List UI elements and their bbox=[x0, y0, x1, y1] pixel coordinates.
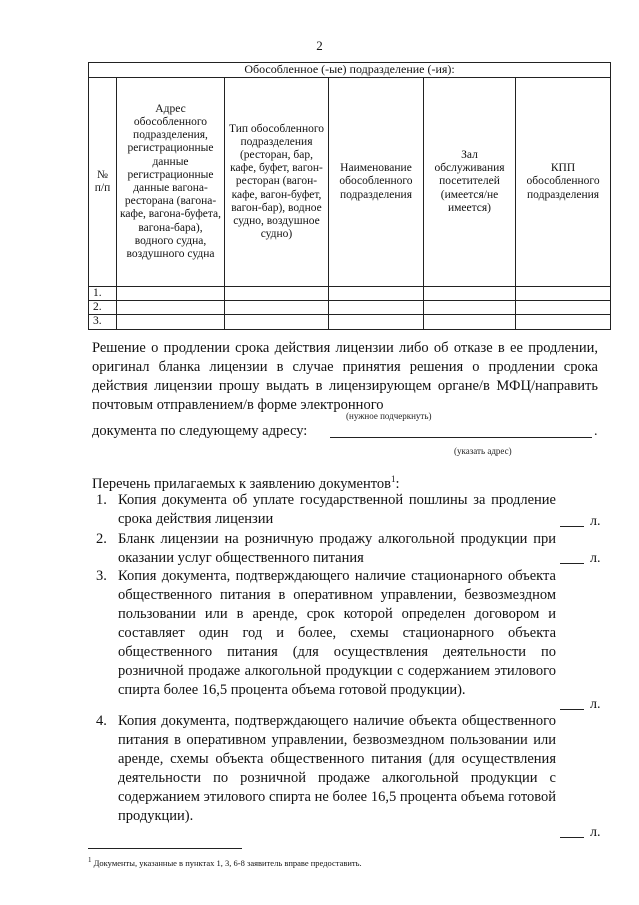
document-item: 2. Бланк лицензии на розничную продажу алкогольной продукции при оказании услуг общественного питания bbox=[96, 531, 556, 566]
row-number: 2. bbox=[89, 301, 117, 315]
page-number: 2 bbox=[316, 38, 323, 53]
table-row bbox=[89, 301, 611, 315]
document-item: 4. Копия документа, подтверждающего наличие объекта общественного питания в оперативном управлении, безвозмездном пользовании или аренде, схемы объекта общественного питания (для осуществления деятельности по розничной продаже алкогольной продукции с содержанием этилового спирта не более 16,5 процента объема готовой продукции). bbox=[96, 713, 556, 824]
column-header-hall: Зал обслуживания посетителей (имеется/не имеется) bbox=[424, 78, 516, 287]
column-header-name: Наименование обособленного подразделения bbox=[329, 78, 424, 287]
table-row bbox=[89, 287, 611, 301]
table-cell[interactable] bbox=[424, 315, 516, 329]
row-number: 1. bbox=[89, 287, 117, 301]
table-cell[interactable] bbox=[225, 301, 329, 315]
column-header-kpp: КПП обособленного подразделения bbox=[516, 78, 611, 287]
table-cell[interactable] bbox=[329, 301, 424, 315]
table-cell[interactable] bbox=[329, 287, 424, 301]
table-cell[interactable] bbox=[117, 315, 225, 329]
document-item: 1. Копия документа об уплате государственной пошлины за продление срока действия лицензии bbox=[96, 492, 556, 527]
page-count-field[interactable]: л. bbox=[560, 551, 601, 567]
table-cell[interactable] bbox=[225, 287, 329, 301]
column-header-number: № п/п bbox=[89, 78, 117, 287]
table-group-header: Обособленное (-ые) подразделение (-ия): bbox=[89, 63, 611, 78]
table-cell[interactable] bbox=[516, 301, 611, 315]
address-label: документа по следующему адресу: bbox=[92, 423, 308, 439]
documents-list-title: Перечень прилагаемых к заявлению документов$^1$: bbox=[92, 474, 400, 492]
table-cell[interactable] bbox=[516, 315, 611, 329]
subdivisions-table bbox=[88, 62, 611, 330]
table-cell[interactable] bbox=[329, 315, 424, 329]
address-hint: (указать адрес) bbox=[454, 446, 512, 456]
table-cell[interactable] bbox=[117, 301, 225, 315]
table-cell[interactable] bbox=[516, 287, 611, 301]
table-cell[interactable] bbox=[225, 315, 329, 329]
page-count-field[interactable]: л. bbox=[560, 514, 601, 530]
table-cell[interactable] bbox=[117, 287, 225, 301]
table-cell[interactable] bbox=[424, 287, 516, 301]
page-count-field[interactable]: л. bbox=[560, 697, 601, 713]
decision-paragraph: Решение о продлении срока действия лицензии либо об отказе в ее продлении, оригинал бланка лицензии в случае принятия решения о продлении срока действия лицензии прошу выдать в лицензирующем органе/в МФЦ/направить почтовым отправлением/в форме электронного bbox=[92, 340, 598, 413]
footnote-mark: 1 bbox=[390, 474, 396, 484]
underline-hint: (нужное подчеркнуть) bbox=[346, 411, 432, 421]
address-dot: . bbox=[594, 424, 598, 439]
page-count-field[interactable]: л. bbox=[560, 825, 601, 841]
footnote: $^1$ Документы, указанные в пунктах 1, 3, 6-8 заявитель вправе предоставить. bbox=[88, 856, 362, 868]
column-header-type: Тип обособленного подразделения (ресторан, бар, кафе, буфет, вагон-ресторан (вагон-кафе, вагон-буфет, вагон-бар), водное судно, воздушное судно) bbox=[225, 78, 329, 287]
column-header-address: Адрес обособленного подразделения, регистрационные данные регистрационные данные вагона-ресторана (вагона-кафе, вагона-буфета, вагона-бара), водного судна, воздушного судна bbox=[117, 78, 225, 287]
document-item: 3. Копия документа, подтверждающего наличие стационарного объекта общественного питания в оперативном управлении, безвозмездном пользовании или в аренде, срок которой определен договором и составляет один год и более, схемы стационарного объекта общественного питания (для осуществления деятельности по розничной продаже алкогольной продукции с содержанием этилового спирта более 16,5 процента объема готовой продукции). bbox=[96, 568, 556, 698]
address-input-line[interactable] bbox=[330, 437, 592, 438]
table-cell[interactable] bbox=[424, 301, 516, 315]
table-row bbox=[89, 315, 611, 329]
footnote-divider bbox=[88, 848, 242, 849]
row-number: 3. bbox=[89, 315, 117, 329]
